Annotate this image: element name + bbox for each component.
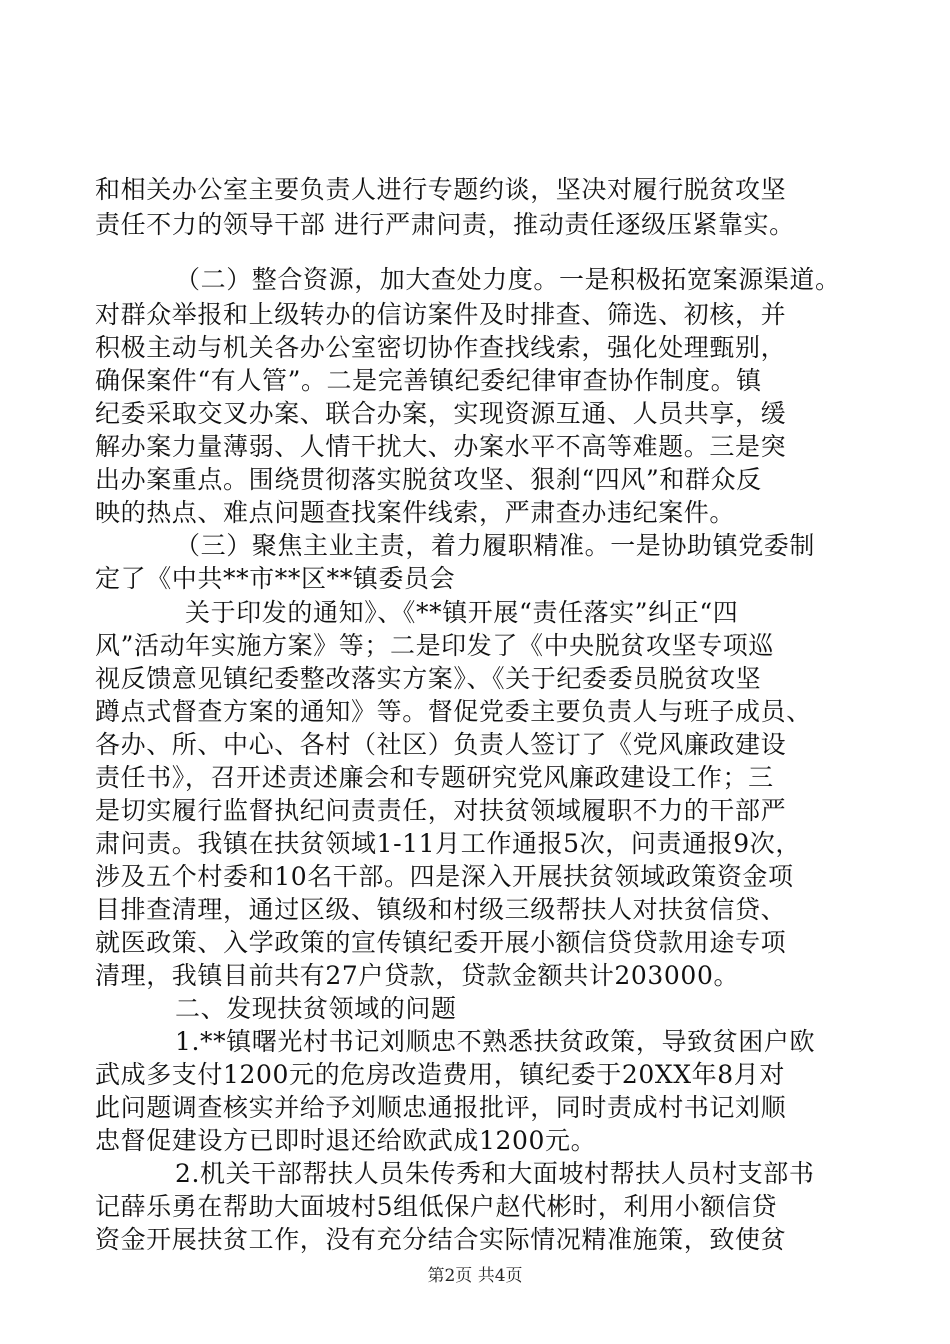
text-line: 肃问责。我镇在扶贫领域1-11月工作通报5次，问责通报9次， [95,829,801,858]
text-line: 忠督促建设方已即时退还给欧武成1200元。 [95,1126,597,1155]
text-line: 解办案力量薄弱、人情干扰大、办案水平不高等难题。三是突 [95,432,787,461]
text-line: 映的热点、难点问题查找案件线索，严肃查办违纪案件。 [95,498,736,527]
text-line: 视反馈意见镇纪委整改落实方案》、《关于纪委委员脱贫攻坚 [95,664,762,693]
text-line: 2.机关干部帮扶人员朱传秀和大面坡村帮扶人员村支部书 [175,1159,815,1188]
text-line: 定了《中共**市**区**镇委员会 [95,564,456,593]
text-line: 各办、所、中心、各村（社区）负责人签订了《党风廉政建设 [95,730,787,759]
text-line: （二）整合资源，加大查处力度。一是积极拓宽案源渠道。 [175,265,841,294]
text-line: （三）聚焦主业主责，着力履职精准。一是协助镇党委制 [175,531,816,560]
text-line: 责任书》，召开述责述廉会和专题研究党风廉政建设工作；三 [95,763,774,792]
text-line: 和相关办公室主要负责人进行专题约谈，坚决对履行脱贫攻坚 [95,175,787,204]
text-line: 记薛乐勇在帮助大面坡村5组低保户赵代彬时，利用小额信贷 [95,1192,778,1221]
page-number-footer: 第2页 共4页 [427,1266,523,1286]
text-line: 目排查清理，通过区级、镇级和村级三级帮扶人对扶贫信贷、 [95,895,787,924]
text-line: 确保案件“有人管”。二是完善镇纪委纪律审查协作制度。镇 [95,366,762,395]
text-line: 武成多支付1200元的危房改造费用，镇纪委于20XX年8月对 [95,1060,785,1089]
text-line: 风”活动年实施方案》等；二是印发了《中央脱贫攻坚专项巡 [95,631,774,660]
text-line: 就医政策、入学政策的宣传镇纪委开展小额信贷贷款用途专项 [95,928,787,957]
text-line: 是切实履行监督执纪问责责任，对扶贫领域履职不力的干部严 [95,796,787,825]
text-line: 关于印发的通知》、《**镇开展“责任落实”纠正“四 [185,598,739,627]
text-line: 资金开展扶贫工作，没有充分结合实际情况精准施策，致使贫 [95,1225,787,1254]
text-line: 出办案重点。围绕贯彻落实脱贫攻坚、狠刹“四风”和群众反 [95,465,762,494]
text-line: 涉及五个村委和10名干部。四是深入开展扶贫领域政策资金项 [95,862,794,891]
text-line: 责任不力的领导干部 进行严肃问责，推动责任逐级压紧靠实。 [95,210,795,239]
text-line: 积极主动与机关各办公室密切协作查找线索，强化处理甄别， [95,333,787,362]
text-line: 对群众举报和上级转办的信访案件及时排查、筛选、初核，并 [95,300,787,329]
text-line: 蹲点式督查方案的通知》等。督促党委主要负责人与班子成员、 [95,697,812,726]
text-line: 清理，我镇目前共有27户贷款，贷款金额共计203000。 [95,961,740,990]
text-line: 此问题调查核实并给予刘顺忠通报批评，同时责成村书记刘顺 [95,1093,787,1122]
text-line: 1.**镇曙光村书记刘顺忠不熟悉扶贫政策，导致贫困户欧 [175,1027,816,1056]
section-heading: 二、发现扶贫领域的问题 [175,994,457,1023]
text-line: 纪委采取交叉办案、联合办案，实现资源互通、人员共享，缓 [95,399,787,428]
